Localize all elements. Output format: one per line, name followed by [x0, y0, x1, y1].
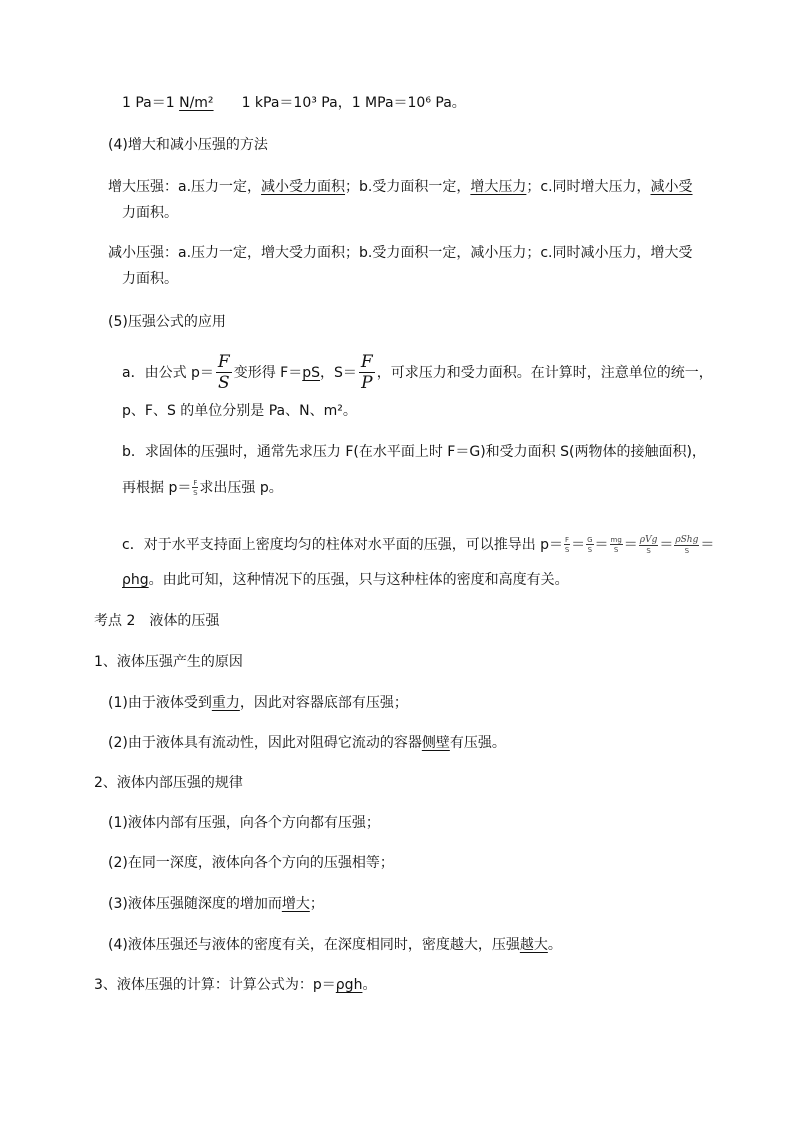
kp2-s2-item3: (3)液体压强随深度的增加而增大；	[108, 896, 324, 912]
kp2-s2-title: 2、液体内部压强的规律	[94, 775, 243, 791]
fraction-c1: $\frac{F}{S}$	[564, 535, 570, 554]
kp2-s2-item1: (1)液体内部有压强，向各个方向都有压强；	[108, 815, 380, 831]
fraction-c2: $\frac{G}{S}$	[587, 535, 593, 554]
fraction-small-f-over-s: $\frac{F}{S}$	[193, 478, 198, 497]
unit-n-per-m2: N/m²	[179, 95, 214, 111]
sec4-increase-line1: 增大压强：a.压力一定，减小受力面积；b.受力面积一定，增大压力；c.同时增大压力，减小受	[108, 179, 693, 195]
fraction-c5: ρShg S	[675, 534, 699, 555]
sec4-decrease-line2: 力面积。	[122, 271, 178, 287]
kp2-s2-item2: (2)在同一深度，液体向各个方向的压强相等；	[108, 855, 394, 871]
kp2-s3-formula: 3、液体压强的计算：计算公式为：p＝ρgh。	[94, 977, 377, 993]
unit-line: 1 Pa＝1 N/m² 1 kPa＝10³ Pa，1 MPa＝10⁶ Pa。	[122, 95, 466, 111]
sec5-c-line2: ρhg。由此可知，这种情况下的压强，只与这种柱体的密度和高度有关。	[122, 572, 569, 588]
sec5-b-line2: 再根据 p＝ $\frac{F}{S}$ 求出压强 p。	[122, 478, 283, 497]
sec5-c-line1: c．对于水平支持面上密度均匀的柱体对水平面的压强，可以推导出 p＝ $\frac{F}{S}$ ＝ $\frac{G}{S}$ ＝ $\frac{mg}{S}$ ＝ ρVg S ＝ ρShg S ＝	[122, 534, 715, 555]
sec5-a-line1: a．由公式 p＝ $\frac{F}{S}$ 变形得 F＝pS，S＝ $\frac{F}{P}$ ，可求压力和受力面积。在计算时，注意单位的统一，	[122, 352, 713, 393]
kp2-s1-item1: (1)由于液体受到重力，因此对容器底部有压强；	[108, 695, 408, 711]
kp2-s2-item4: (4)液体压强还与液体的密度有关，在深度相同时，密度越大，压强越大。	[108, 937, 562, 953]
sec5-a-line2: p、F、S 的单位分别是 Pa、N、m²。	[122, 403, 357, 419]
sec4-decrease-line1: 减小压强：a.压力一定，增大受力面积；b.受力面积一定，减小压力；c.同时减小压力，增大受	[108, 245, 693, 261]
sec4-increase-line2: 力面积。	[122, 205, 178, 221]
sec4-heading: (4)增大和减小压强的方法	[108, 137, 268, 153]
kp2-s1-title: 1、液体压强产生的原因	[94, 654, 243, 670]
fraction-f-over-s: $\frac{F}{S}$	[217, 352, 230, 393]
sec5-b-line1: b．求固体的压强时，通常先求压力 F(在水平面上时 F＝G)和受力面积 S(两物体的接触面积)，	[122, 444, 706, 460]
kp2-s1-item2: (2)由于液体具有流动性，因此对阻碍它流动的容器侧壁有压强。	[108, 735, 506, 751]
fraction-f-over-p: $\frac{F}{P}$	[360, 352, 373, 393]
kp2-title: 考点 2 液体的压强	[94, 613, 220, 629]
fraction-c4: ρVg S	[639, 534, 658, 555]
sec5-heading: (5)压强公式的应用	[108, 314, 226, 330]
fraction-c3: $\frac{mg}{S}$	[610, 535, 622, 554]
